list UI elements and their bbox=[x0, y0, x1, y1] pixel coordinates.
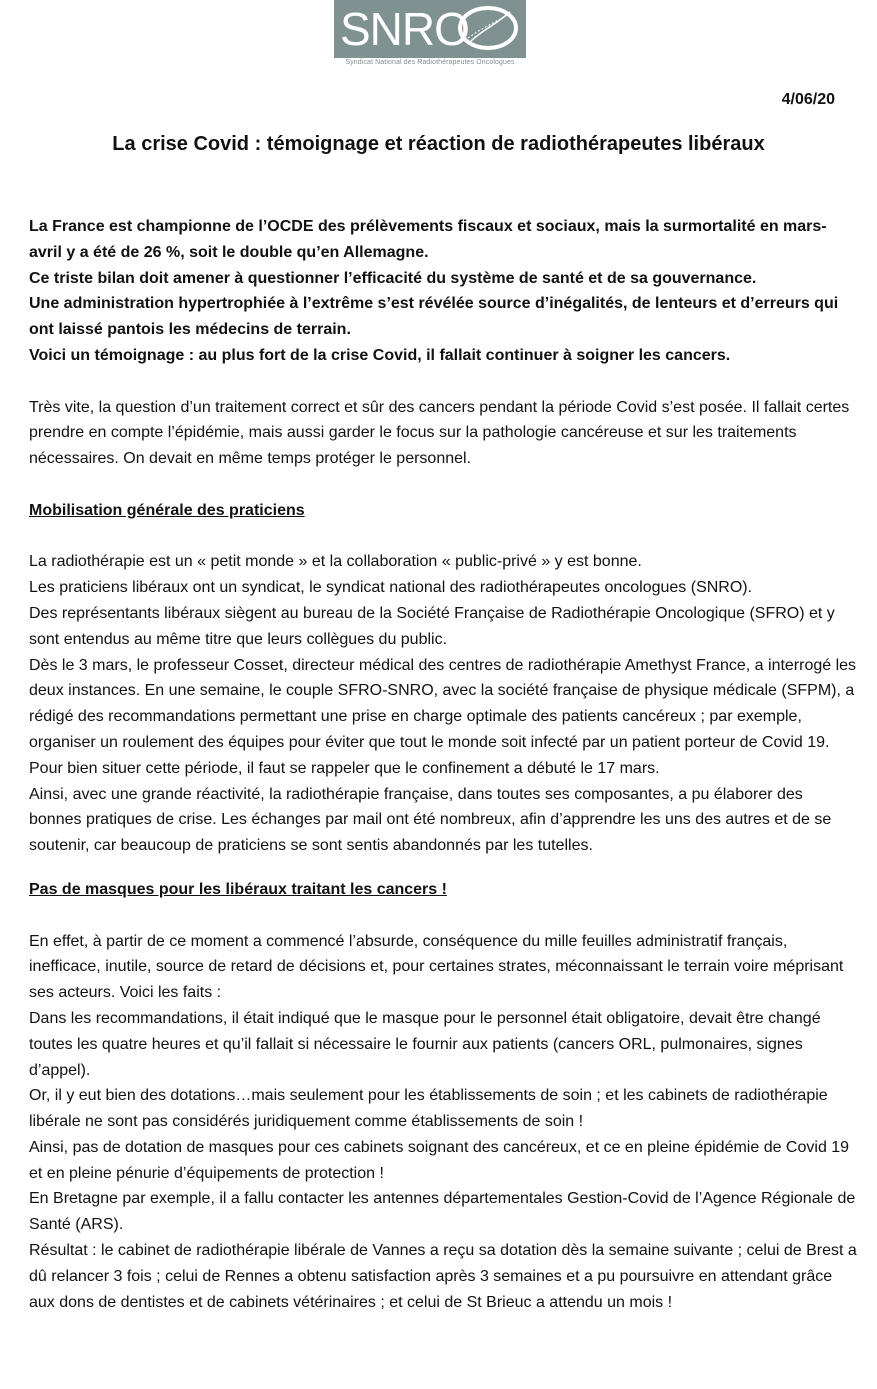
document-body bbox=[29, 214, 859, 1315]
spacer bbox=[29, 472, 859, 498]
body-paragraph: Très vite, la question d’un traitement correct et sûr des cancers pendant la période Covid s’est posée. Il fallait certes prendre en compte l’épidémie, mais aussi garder le focus sur la pathologie cancéreuse et sur les traitements nécessaires. On devait en même temps protéger le personnel. bbox=[29, 398, 850, 468]
intro-block bbox=[29, 214, 859, 369]
body-paragraph: Or, il y eut bien des dotations…mais seulement pour les établissements de soin ; et les cabinets de radiothérapie libérale ne sont pas considérés juridiquement comme établissements de soin ! bbox=[29, 1087, 828, 1131]
logo-subtitle: Syndicat National des Radiothérapeutes Oncologues bbox=[345, 59, 515, 66]
body-paragraph: Pour bien situer cette période, il faut se rappeler que le confinement a débuté le 17 mars. bbox=[29, 759, 660, 777]
body-paragraph: Ainsi, avec une grande réactivité, la radiothérapie française, dans toutes ses composantes, a pu élaborer des bonnes pratiques de crise. Les échanges par mail ont été nombreux, afin d’apprendre les uns des autres et de se soutenir, car beaucoup de praticiens se sont sentis abandonnés par les tutelles. bbox=[29, 785, 832, 855]
body-paragraph: Des représentants libéraux siègent au bureau de la Société Française de Radiothérapie Oncologique (SFRO) et y sont entendus au même titre que leurs collègues du public. bbox=[29, 604, 835, 648]
body-paragraph: Dès le 3 mars, le professeur Cosset, directeur médical des centres de radiothérapie Amethyst France, a interrogé les deux instances. En une semaine, le couple SFRO-SNRO, avec la société française de physique médicale (SFPM), a rédigé des recommandations permettant une prise en charge optimale des patients cancéreux ; par exemple, organiser un roulement des équipes pour éviter que tout le monde soit infecté par un patient porteur de Covid 19. bbox=[29, 656, 857, 751]
document-title: La crise Covid : témoignage et réaction de radiothérapeutes libéraux bbox=[112, 133, 765, 155]
logo-box bbox=[334, 0, 526, 58]
section-heading-mobilisation: Mobilisation générale des praticiens bbox=[29, 501, 305, 519]
intro-paragraph: Voici un témoignage : au plus fort de la crise Covid, il fallait continuer à soigner les cancers. bbox=[29, 346, 731, 364]
body-paragraph: Ainsi, pas de dotation de masques pour ces cabinets soignant des cancéreux, et ce en pleine épidémie de Covid 19 et en pleine pénurie d’équipements de protection ! bbox=[29, 1138, 850, 1182]
document-date: 4/06/20 bbox=[781, 91, 835, 108]
body-paragraph: En Bretagne par exemple, il a fallu contacter les antennes départementales Gestion-Covid de l’Agence Régionale de Santé (ARS). bbox=[29, 1190, 856, 1234]
body-paragraph: Les praticiens libéraux ont un syndicat, le syndicat national des radiothérapeutes oncologues (SNRO). bbox=[29, 579, 753, 597]
spacer bbox=[29, 524, 859, 550]
logo-text: SNRO bbox=[340, 3, 469, 55]
spacer bbox=[29, 369, 859, 395]
body-paragraph: Dans les recommandations, il était indiqué que le masque pour le personnel était obligatoire, devait être changé toutes les quatre heures et qu’il fallait si nécessaire le fournir aux patients (cancers ORL, pulmonaires, signes d’appel). bbox=[29, 1009, 821, 1079]
intro-paragraph: La France est championne de l’OCDE des prélèvements fiscaux et sociaux, mais la surmortalité en mars-avril y a été de 26 %, soit le double qu’en Allemagne. bbox=[29, 218, 827, 261]
snro-logo bbox=[334, 0, 526, 70]
intro-paragraph: Une administration hypertrophiée à l’extrême s’est révélée source d’inégalités, de lenteurs et d’erreurs qui ont laissé pantois les médecins de terrain. bbox=[29, 295, 839, 339]
intro-paragraph: Ce triste bilan doit amener à questionner l’efficacité du système de santé et de sa gouvernance. bbox=[29, 269, 757, 287]
logo-ring-icon bbox=[456, 4, 520, 52]
spacer bbox=[29, 903, 859, 929]
section-heading-masques: Pas de masques pour les libéraux traitant les cancers ! bbox=[29, 880, 447, 898]
body-paragraph: En effet, à partir de ce moment a commencé l’absurde, conséquence du mille feuilles administratif français, inefficace, inutile, source de retard de décisions et, pour certaines strates, méconnaissant le terrain voire méprisant ses acteurs. Voici les faits : bbox=[29, 932, 844, 1002]
spacer bbox=[29, 859, 859, 877]
body-paragraph: La radiothérapie est un « petit monde » et la collaboration « public-privé » y est bonne. bbox=[29, 553, 642, 571]
body-paragraph: Résultat : le cabinet de radiothérapie libérale de Vannes a reçu sa dotation dès la semaine suivante ; celui de Brest a dû relancer 3 fois ; celui de Rennes a obtenu satisfaction après 3 semaines et a pu poursuivre en attendant grâce aux dons de dentistes et de cabinets vétérinaires ; et celui de St Brieuc a attendu un mois ! bbox=[29, 1242, 857, 1311]
